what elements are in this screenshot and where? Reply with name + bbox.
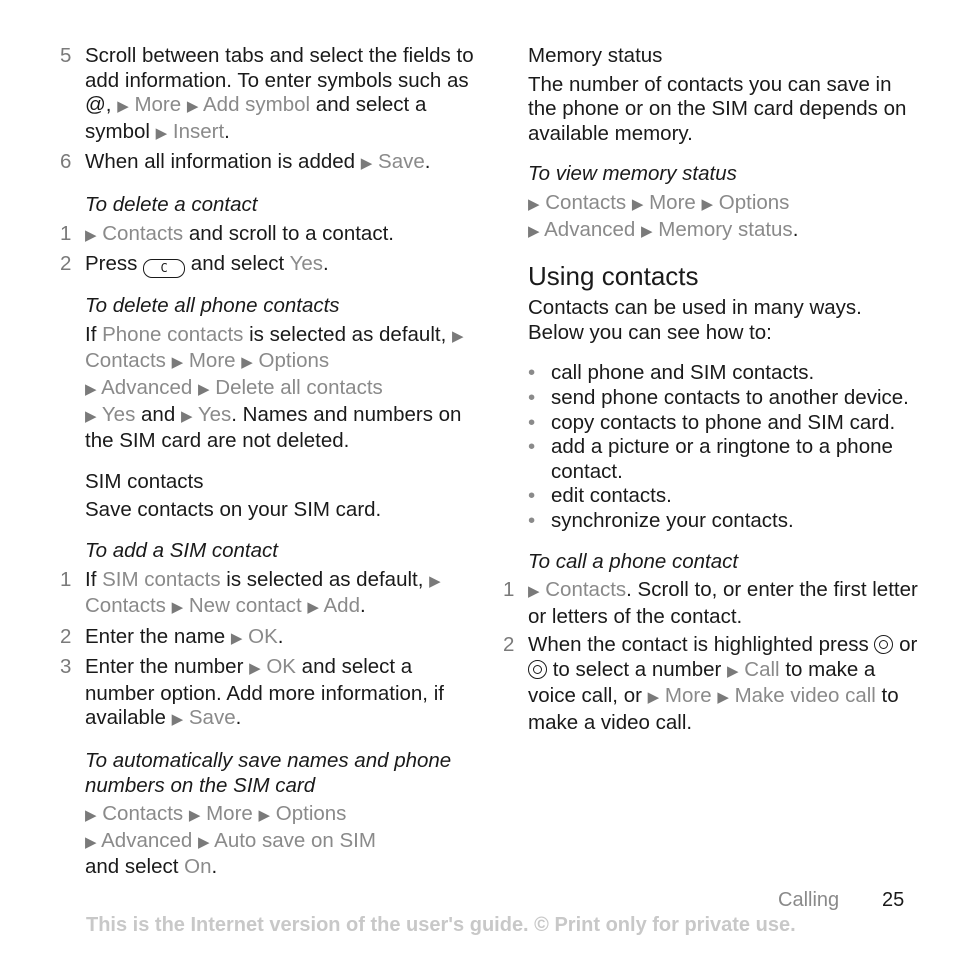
menu-call[interactable]: Call <box>744 657 780 681</box>
arrow-icon: ▶ <box>198 380 210 398</box>
menu-contacts[interactable]: Contacts <box>545 190 627 214</box>
add-sim-step-1: 1 If SIM contacts is selected as default, ▶ Contacts ▶ New contact ▶ Add. <box>60 567 441 618</box>
bullet-icon: • <box>528 484 536 508</box>
menu-advanced[interactable]: Advanced <box>544 217 636 241</box>
arrow-icon: ▶ <box>85 833 97 851</box>
view-memory-heading: To view memory status <box>528 162 737 186</box>
menu-ok[interactable]: OK <box>266 655 296 679</box>
left-column <box>60 44 480 880</box>
menu-options[interactable]: Options <box>258 349 330 373</box>
menu-contacts[interactable]: Contacts <box>102 221 184 245</box>
list-item: • call phone and SIM contacts. <box>528 361 815 385</box>
arrow-icon: ▶ <box>85 380 97 398</box>
add-sim-heading: To add a SIM contact <box>85 538 278 562</box>
list-item: • send phone contacts to another device. <box>528 385 909 409</box>
arrow-icon: ▶ <box>198 833 210 851</box>
arrow-icon: ▶ <box>717 689 729 707</box>
arrow-icon: ▶ <box>85 407 97 425</box>
delete-contact-heading: To delete a contact <box>85 192 258 216</box>
menu-insert[interactable]: Insert <box>172 119 225 143</box>
arrow-icon: ▶ <box>360 155 373 173</box>
menu-advanced[interactable]: Advanced <box>101 375 193 399</box>
delete-all-text: If Phone contacts is selected as default, ▶ Contacts ▶ More ▶ Options ▶ Advanced ▶ Delete all contacts ▶ Yes and ▶ Yes. Names and numbers on the SIM card are not deleted. <box>85 322 464 453</box>
arrow-icon: ▶ <box>429 572 441 590</box>
menu-options[interactable]: Options <box>275 802 347 826</box>
auto-save-heading: To automatically save names and phone numbers on the SIM card <box>85 749 452 797</box>
right-column <box>503 44 923 736</box>
menu-save[interactable]: Save <box>188 706 236 730</box>
view-memory-text: ▶ Contacts ▶ More ▶ Options ▶ Advanced ▶ Memory status. <box>528 190 799 241</box>
arrow-icon: ▶ <box>528 195 540 213</box>
menu-new-contact[interactable]: New contact <box>188 594 302 618</box>
arrow-icon: ▶ <box>647 689 660 707</box>
step-6: 6 When all information is added ▶ Save. <box>60 150 431 174</box>
arrow-icon: ▶ <box>241 354 253 372</box>
menu-options[interactable]: Options <box>718 190 790 214</box>
menu-contacts[interactable]: Contacts <box>85 594 166 618</box>
menu-memory-status[interactable]: Memory status <box>658 217 793 241</box>
sim-contacts-heading: SIM contacts <box>85 469 204 493</box>
list-item: • synchronize your contacts. <box>528 508 794 532</box>
menu-ok[interactable]: OK <box>248 624 278 648</box>
menu-phone-contacts[interactable]: Phone contacts <box>102 322 244 346</box>
footer-notice: This is the Internet version of the user's guide. © Print only for private use. <box>86 914 796 936</box>
menu-add-symbol[interactable]: Add symbol <box>203 93 311 117</box>
arrow-icon: ▶ <box>249 660 261 678</box>
list-item: • edit contacts. <box>528 484 672 508</box>
menu-more[interactable]: More <box>649 190 696 214</box>
memory-status-text: The number of contacts you can save in the phone or on the SIM card depends on available memory. <box>528 72 907 145</box>
call-key-icon <box>874 635 893 654</box>
menu-yes[interactable]: Yes <box>101 402 136 426</box>
add-sim-step-2: 2 Enter the name ▶ OK. <box>60 624 284 648</box>
step-5: 5 Scroll between tabs and select the fields to add information. To enter symbols such as @, ▶ More ▶ Add symbol and select a symbol ▶ Insert. <box>60 44 474 143</box>
menu-more[interactable]: More <box>206 802 253 826</box>
arrow-icon: ▶ <box>155 124 168 142</box>
arrow-icon: ▶ <box>631 195 644 213</box>
arrow-icon: ▶ <box>171 711 184 729</box>
menu-yes[interactable]: Yes <box>197 402 232 426</box>
arrow-icon: ▶ <box>451 327 464 345</box>
video-call-key-icon <box>528 660 547 679</box>
menu-auto-save-on-sim[interactable]: Auto save on SIM <box>214 828 376 852</box>
arrow-icon: ▶ <box>641 222 653 240</box>
bullet-icon: • <box>528 410 536 434</box>
list-item: • copy contacts to phone and SIM card. <box>528 410 896 434</box>
arrow-icon: ▶ <box>307 599 319 617</box>
add-sim-step-3: 3 Enter the number ▶ OK and select a number option. Add more information, if available ▶ Save. <box>60 655 444 730</box>
call-step-1: 1 ▶ Contacts. Scroll to, or enter the first letter or letters of the contact. <box>503 578 918 628</box>
delete-all-heading: To delete all phone contacts <box>85 294 340 318</box>
sim-contacts-text: Save contacts on your SIM card. <box>85 498 382 522</box>
delete-step-2: 2 Press C and select Yes. <box>60 252 480 278</box>
arrow-icon: ▶ <box>528 583 540 601</box>
menu-add[interactable]: Add <box>323 594 360 618</box>
memory-status-heading: Memory status <box>528 44 663 67</box>
arrow-icon: ▶ <box>85 807 97 825</box>
list-item: • add a picture or a ringtone to a phone contact. <box>528 435 893 483</box>
arrow-icon: ▶ <box>230 629 243 647</box>
menu-contacts[interactable]: Contacts <box>545 578 627 602</box>
footer-section-label: Calling <box>778 889 840 911</box>
arrow-icon: ▶ <box>701 195 714 213</box>
menu-more[interactable]: More <box>134 93 182 117</box>
clear-key-icon: C <box>143 259 185 278</box>
arrow-icon: ▶ <box>188 807 201 825</box>
menu-advanced[interactable]: Advanced <box>101 828 193 852</box>
arrow-icon: ▶ <box>117 98 129 116</box>
using-contacts-intro: Contacts can be used in many ways. Below you can see how to: <box>528 296 862 344</box>
bullet-icon: • <box>528 435 536 459</box>
arrow-icon: ▶ <box>171 354 184 372</box>
arrow-icon: ▶ <box>180 407 193 425</box>
menu-yes[interactable]: Yes <box>289 252 324 276</box>
menu-on[interactable]: On <box>184 855 212 879</box>
call-contact-heading: To call a phone contact <box>528 549 739 573</box>
auto-save-text: ▶ Contacts ▶ More ▶ Options ▶ Advanced ▶ Auto save on SIM and select On. <box>85 802 376 879</box>
arrow-icon: ▶ <box>85 226 97 244</box>
menu-make-video-call[interactable]: Make video call <box>734 684 876 708</box>
arrow-icon: ▶ <box>528 222 540 240</box>
page-number: 25 <box>882 889 905 911</box>
menu-more[interactable]: More <box>664 684 712 708</box>
arrow-icon: ▶ <box>727 662 739 680</box>
bullet-icon: • <box>528 508 536 532</box>
bullet-icon: • <box>528 361 536 385</box>
menu-save[interactable]: Save <box>378 150 425 174</box>
delete-step-1: 1 ▶ Contacts and scroll to a contact. <box>60 221 394 245</box>
menu-sim-contacts[interactable]: SIM contacts <box>102 567 221 591</box>
call-step-2: 2 When the contact is highlighted press or to select a number ▶ Call to make a voice call, or ▶ More ▶ Make video call to make a video call. <box>503 633 918 735</box>
menu-more[interactable]: More <box>188 349 236 373</box>
menu-contacts[interactable]: Contacts <box>102 802 184 826</box>
using-contacts-list <box>503 361 923 533</box>
arrow-icon: ▶ <box>186 98 199 116</box>
using-contacts-heading: Using contacts <box>528 261 699 292</box>
arrow-icon: ▶ <box>258 807 271 825</box>
menu-contacts[interactable]: Contacts <box>85 349 166 373</box>
bullet-icon: • <box>528 385 536 409</box>
menu-delete-all-contacts[interactable]: Delete all contacts <box>215 375 383 399</box>
arrow-icon: ▶ <box>171 599 184 617</box>
